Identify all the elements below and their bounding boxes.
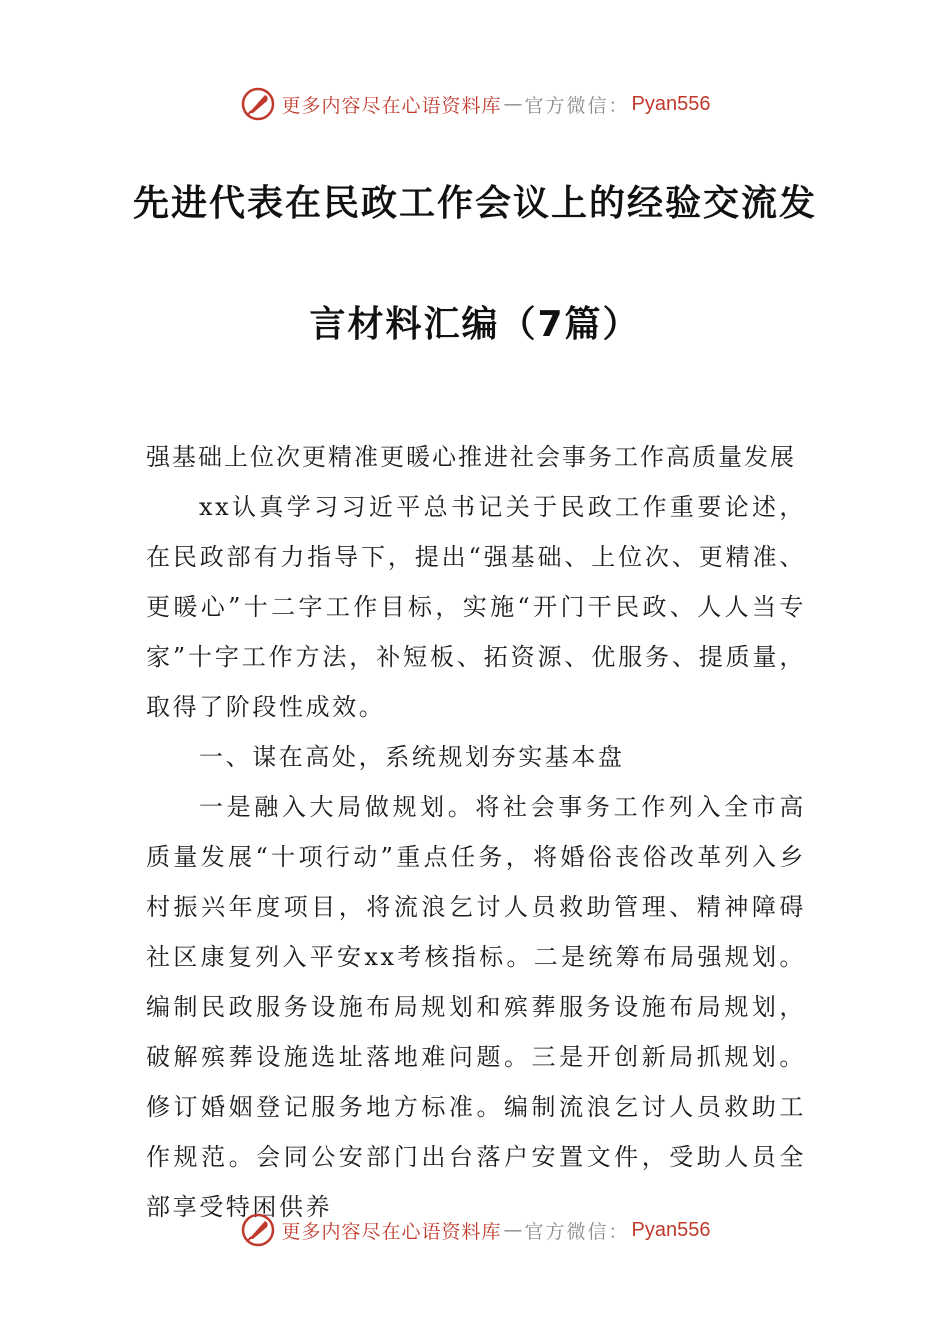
banner-wechat-id: Pyan556 <box>631 92 711 115</box>
quill-logo-icon <box>240 86 276 122</box>
section-heading: 一、谋在高处，系统规划夯实基本盘 <box>199 743 625 771</box>
document-title-line1: 先进代表在民政工作会议上的经验交流发 <box>132 183 817 224</box>
header-banner <box>0 84 950 124</box>
paragraph: 一是融入大局做规划。将社会事务工作列入全市高质量发展“十项行动”重点任务，将婚俗丧俗改革列入乡村振兴年度项目，将流浪乞讨人员救助管理、精神障碍社区康复列入平安xx考核指标。二是统筹布局强规划。编制民政服务设施布局规划和殡葬服务设施布局规划，破解殡葬设施选址落地难问题。三是开创新局抓规划。修订婚姻登记服务地方标准。编制流浪乞讨人员救助工作规范。会同公安部门出台落户安置文件，受助人员全部享受特困供养 <box>146 793 806 1221</box>
document-body <box>146 432 806 1232</box>
footer-banner <box>0 1210 950 1250</box>
banner-wechat-label: 官方微信： <box>524 94 630 117</box>
banner-wechat-label: 官方微信： <box>524 1220 630 1243</box>
document-title-line2: 言材料汇编（7篇） <box>309 304 641 345</box>
paragraph: xx认真学习习近平总书记关于民政工作重要论述，在民政部有力指导下，提出“强基础、上位次、更精准、更暖心”十二字工作目标，实施“开门干民政、人人当专家”十字工作方法，补短板、拓资源、优服务、提质量，取得了阶段性成效。 <box>146 493 806 721</box>
section-subtitle: 强基础上位次更精准更暖心推进社会事务工作高质量发展 <box>146 443 796 471</box>
banner-wechat-id: Pyan556 <box>631 1218 711 1241</box>
quill-logo-icon <box>240 1212 276 1248</box>
banner-text: 更多内容尽在心语资料库 <box>281 94 502 117</box>
banner-separator: — <box>503 93 523 115</box>
banner-separator: — <box>503 1219 523 1241</box>
banner-text: 更多内容尽在心语资料库 <box>281 1220 502 1243</box>
